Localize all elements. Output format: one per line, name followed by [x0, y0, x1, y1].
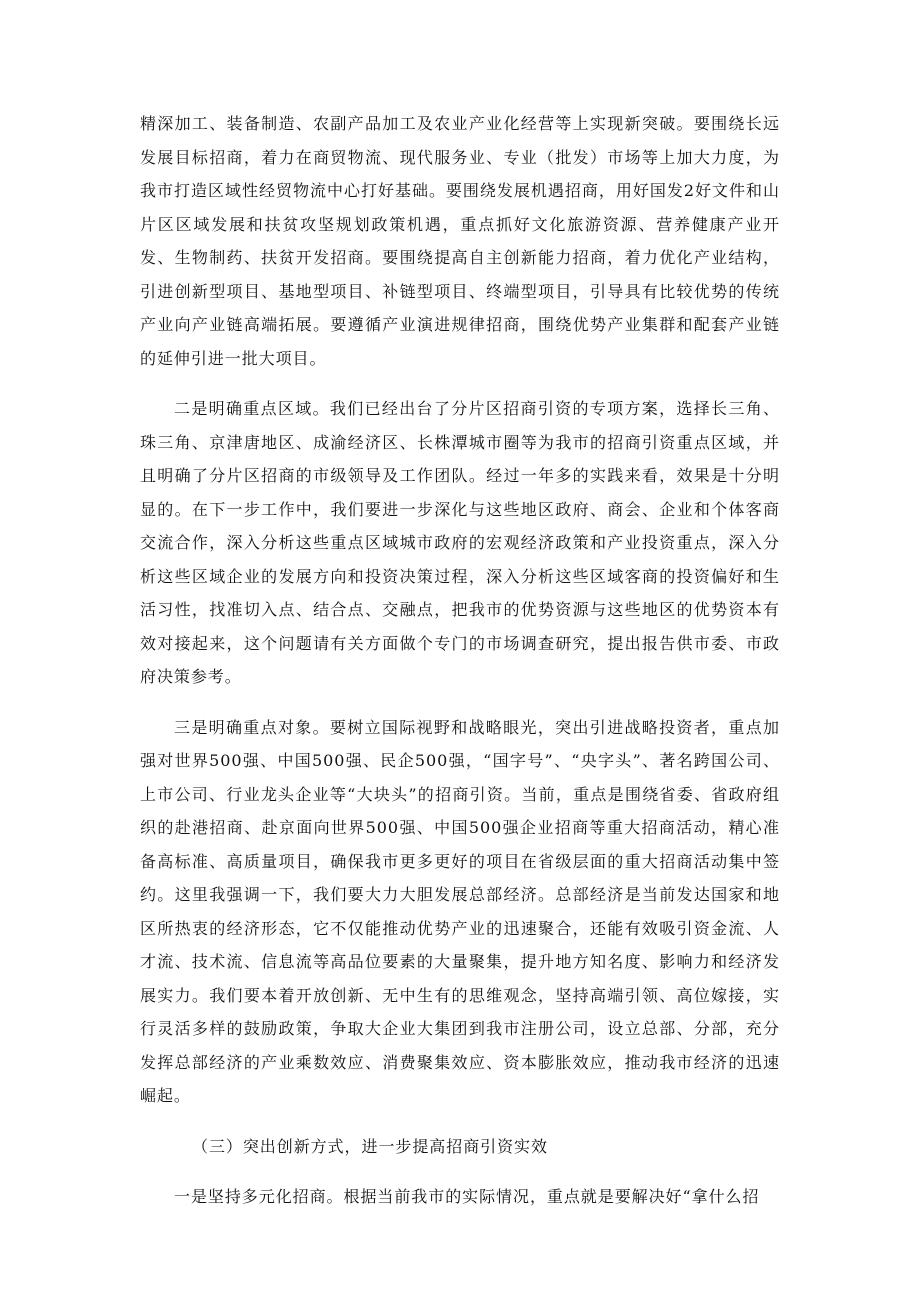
section-heading: （三）突出创新方式，进一步提高招商引资实效: [192, 1136, 548, 1156]
paragraph-key-targets: 三是明确重点对象。要树立国际视野和战略眼光，突出引进战略投资者，重点加强对世界500强、中国500强、民企500强，“国字号”、“央字头”、著名跨国公司、上市公司、行业龙头企业等“大块头”的招商引资。当前，重点是围绕省委、省政府组织的赴港招商、赴京面向世界500强、中国500强企业招商等重大招商活动，精心准备高标准、高质量项目，确保我市更多更好的项目在省级层面的重大招商活动集中签约。这里我强调一下，我们要大力大胆发展总部经济。总部经济是当前发达国家和地区所热衷的经济形态，它不仅能推动优势产业的迅速聚合，还能有效吸引资金流、人才流、技术流、信息流等高品位要素的大量聚集，提升地方知名度、影响力和经济发展实力。我们要本着开放创新、无中生有的思维观念，坚持高端引领、高位嫁接，实行灵活多样的鼓励政策，争取大企业大集团到我市注册公司，设立总部、分部，充分发挥总部经济的产业乘数效应、消费聚集效应、资本膨胀效应，推动我市经济的迅速崛起。: [140, 717, 780, 1105]
paragraph-continuation: 精深加工、装备制造、农副产品加工及农业产业化经营等上实现新突破。要围绕长远发展目标招商，着力在商贸物流、现代服务业、专业（批发）市场等上加大力度，为我市打造区域性经贸物流中心打好基础。要围绕发展机遇招商，用好国发2好文件和山片区区域发展和扶贫攻坚规划政策机遇，重点抓好文化旅游资源、营养健康产业开发、生物制药、扶贫开发招商。要围绕提高自主创新能力招商，着力优化产业结构，引进创新型项目、基地型项目、补链型项目、终端型项目，引导具有比较优势的传统产业向产业链高端拓展。要遵循产业演进规律招商，围绕优势产业集群和配套产业链的延伸引进一批大项目。: [140, 114, 780, 368]
document-page: [140, 107, 780, 1214]
paragraph-key-regions: 二是明确重点区域。我们已经出台了分片区招商引资的专项方案，选择长三角、珠三角、京津唐地区、成渝经济区、长株潭城市圈等为我市的招商引资重点区域，并且明确了分片区招商的市级领导及工作团队。经过一年多的实践来看，效果是十分明显的。在下一步工作中，我们要进一步深化与这些地区政府、商会、企业和个体客商交流合作，深入分析这些重点区域城市政府的宏观经济政策和产业投资重点，深入分析这些区域企业的发展方向和投资决策过程，深入分析这些区域客商的投资偏好和生活习性，找准切入点、结合点、交融点，把我市的优势资源与这些地区的优势资本有效对接起来，这个问题请有关方面做个专门的市场调查研究，提出报告供市委、市政府决策参考。: [140, 399, 780, 686]
paragraph-diversified-investment: 一是坚持多元化招商。根据当前我市的实际情况，重点就是要解决好“拿什么招: [174, 1187, 760, 1206]
